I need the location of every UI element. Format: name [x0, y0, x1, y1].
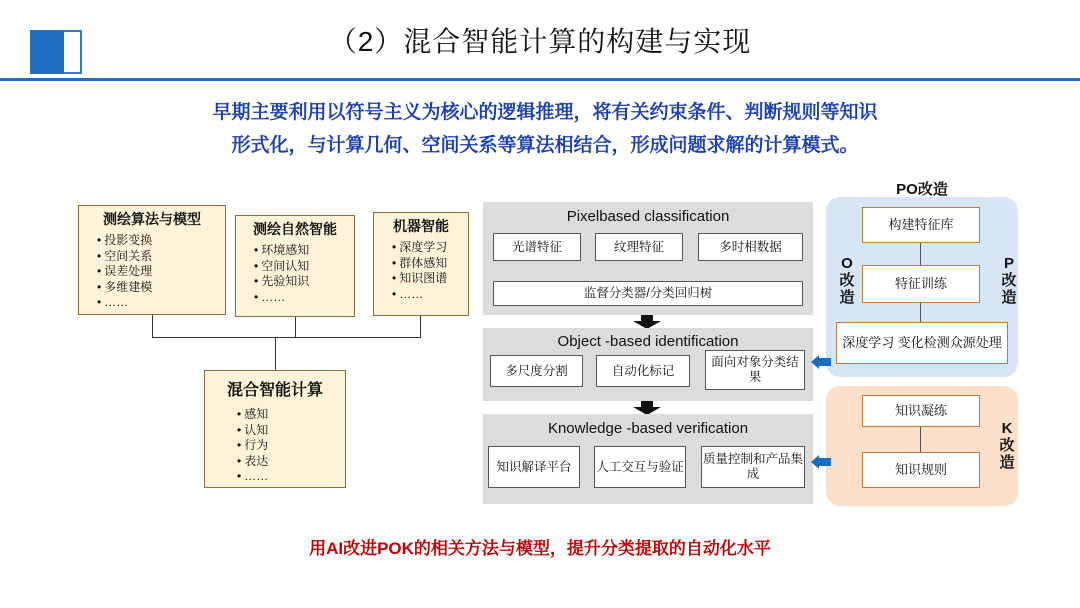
panel-title: Pixelbased classification	[566, 208, 730, 225]
lead-paragraph	[60, 96, 1030, 162]
list-item: • 行为	[237, 438, 345, 454]
list-item: • 空间认知	[254, 259, 354, 275]
label-k-transformation: K改造	[999, 420, 1015, 471]
box-spectral-feature: 光谱特征	[493, 233, 581, 261]
list-item: • 环境感知	[254, 243, 354, 259]
label-o-transformation: O改造	[839, 255, 855, 306]
connector-line	[152, 337, 421, 338]
card-list	[374, 238, 468, 302]
list-item: • ……	[254, 290, 354, 306]
connector-line	[920, 427, 921, 452]
connector-line	[920, 303, 921, 322]
list-item: • 群体感知	[392, 256, 468, 272]
list-item: • 认知	[237, 423, 345, 439]
card-surveying-algorithms	[78, 205, 226, 315]
header-underline	[0, 78, 1080, 81]
connector-line	[295, 317, 296, 337]
box-feature-training: 特征训练	[862, 265, 980, 303]
lead-line-2: 形式化，与计算几何、空间关系等算法相结合，形成问题求解的计算模式。	[231, 135, 859, 156]
panel-title: Knowledge -based verification	[547, 420, 749, 437]
box-object-oriented-result: 面向对象分类结果	[705, 350, 805, 390]
footer-note: 用AI改进POK的相关方法与模型，提升分类提取的自动化水平	[309, 539, 771, 558]
arrow-down-icon	[632, 315, 662, 329]
list-item: • 知识图谱	[392, 271, 468, 287]
card-list	[236, 241, 354, 305]
arrow-left-icon	[811, 355, 831, 369]
connector-line	[275, 337, 276, 370]
list-item: • 空间关系	[97, 249, 225, 265]
lead-line-1: 早期主要利用以符号主义为核心的逻辑推理，将有关约束条件、判断规则等知识	[212, 102, 878, 123]
page-title: （2）混合智能计算的构建与实现	[328, 26, 752, 57]
panel-title: Object -based identification	[557, 333, 739, 350]
list-item: • 深度学习	[392, 240, 468, 256]
box-knowledge-condensation: 知识凝练	[862, 395, 980, 427]
box-build-feature-library: 构建特征库	[862, 207, 980, 243]
card-natural-intelligence	[235, 215, 355, 317]
card-list	[79, 231, 225, 311]
box-automatic-labeling: 自动化标记	[596, 355, 690, 387]
arrow-left-icon	[811, 455, 831, 469]
arrow-down-icon	[632, 401, 662, 415]
box-texture-feature: 纹理特征	[595, 233, 683, 261]
connector-line	[152, 315, 153, 337]
box-knowledge-rules: 知识规则	[862, 452, 980, 488]
list-item: • 先验知识	[254, 274, 354, 290]
po-title: PO改造	[896, 181, 948, 198]
connector-line	[420, 316, 421, 337]
box-deep-learning-change-detection: 深度学习 变化检测众源处理	[836, 322, 1008, 364]
card-hybrid-intelligent-computing	[204, 370, 346, 488]
card-title: 测绘算法与模型	[103, 211, 201, 227]
card-title: 机器智能	[393, 218, 449, 234]
list-item: • 感知	[237, 407, 345, 423]
label-p-transformation: P改造	[1001, 255, 1017, 306]
box-quality-control-integration: 质量控制和产品集成	[701, 446, 805, 488]
card-list	[205, 402, 345, 485]
box-multitemporal-data: 多时相数据	[698, 233, 803, 261]
list-item: • ……	[392, 287, 468, 303]
box-supervised-classifier: 监督分类器/分类回归树	[493, 281, 803, 306]
list-item: • 表达	[237, 454, 345, 470]
card-title: 混合智能计算	[226, 382, 323, 399]
list-item: • ……	[97, 295, 225, 311]
list-item: • 投影变换	[97, 233, 225, 249]
box-human-interaction-verification: 人工交互与验证	[594, 446, 686, 488]
list-item: • ……	[237, 469, 345, 485]
card-title: 测绘自然智能	[253, 221, 337, 237]
box-knowledge-interpretation-platform: 知识解译平台	[488, 446, 580, 488]
connector-line	[920, 243, 921, 265]
card-machine-intelligence	[373, 212, 469, 316]
slide-header	[0, 0, 1080, 80]
box-multiscale-segmentation: 多尺度分割	[490, 355, 583, 387]
list-item: • 多维建模	[97, 280, 225, 296]
list-item: • 误差处理	[97, 264, 225, 280]
